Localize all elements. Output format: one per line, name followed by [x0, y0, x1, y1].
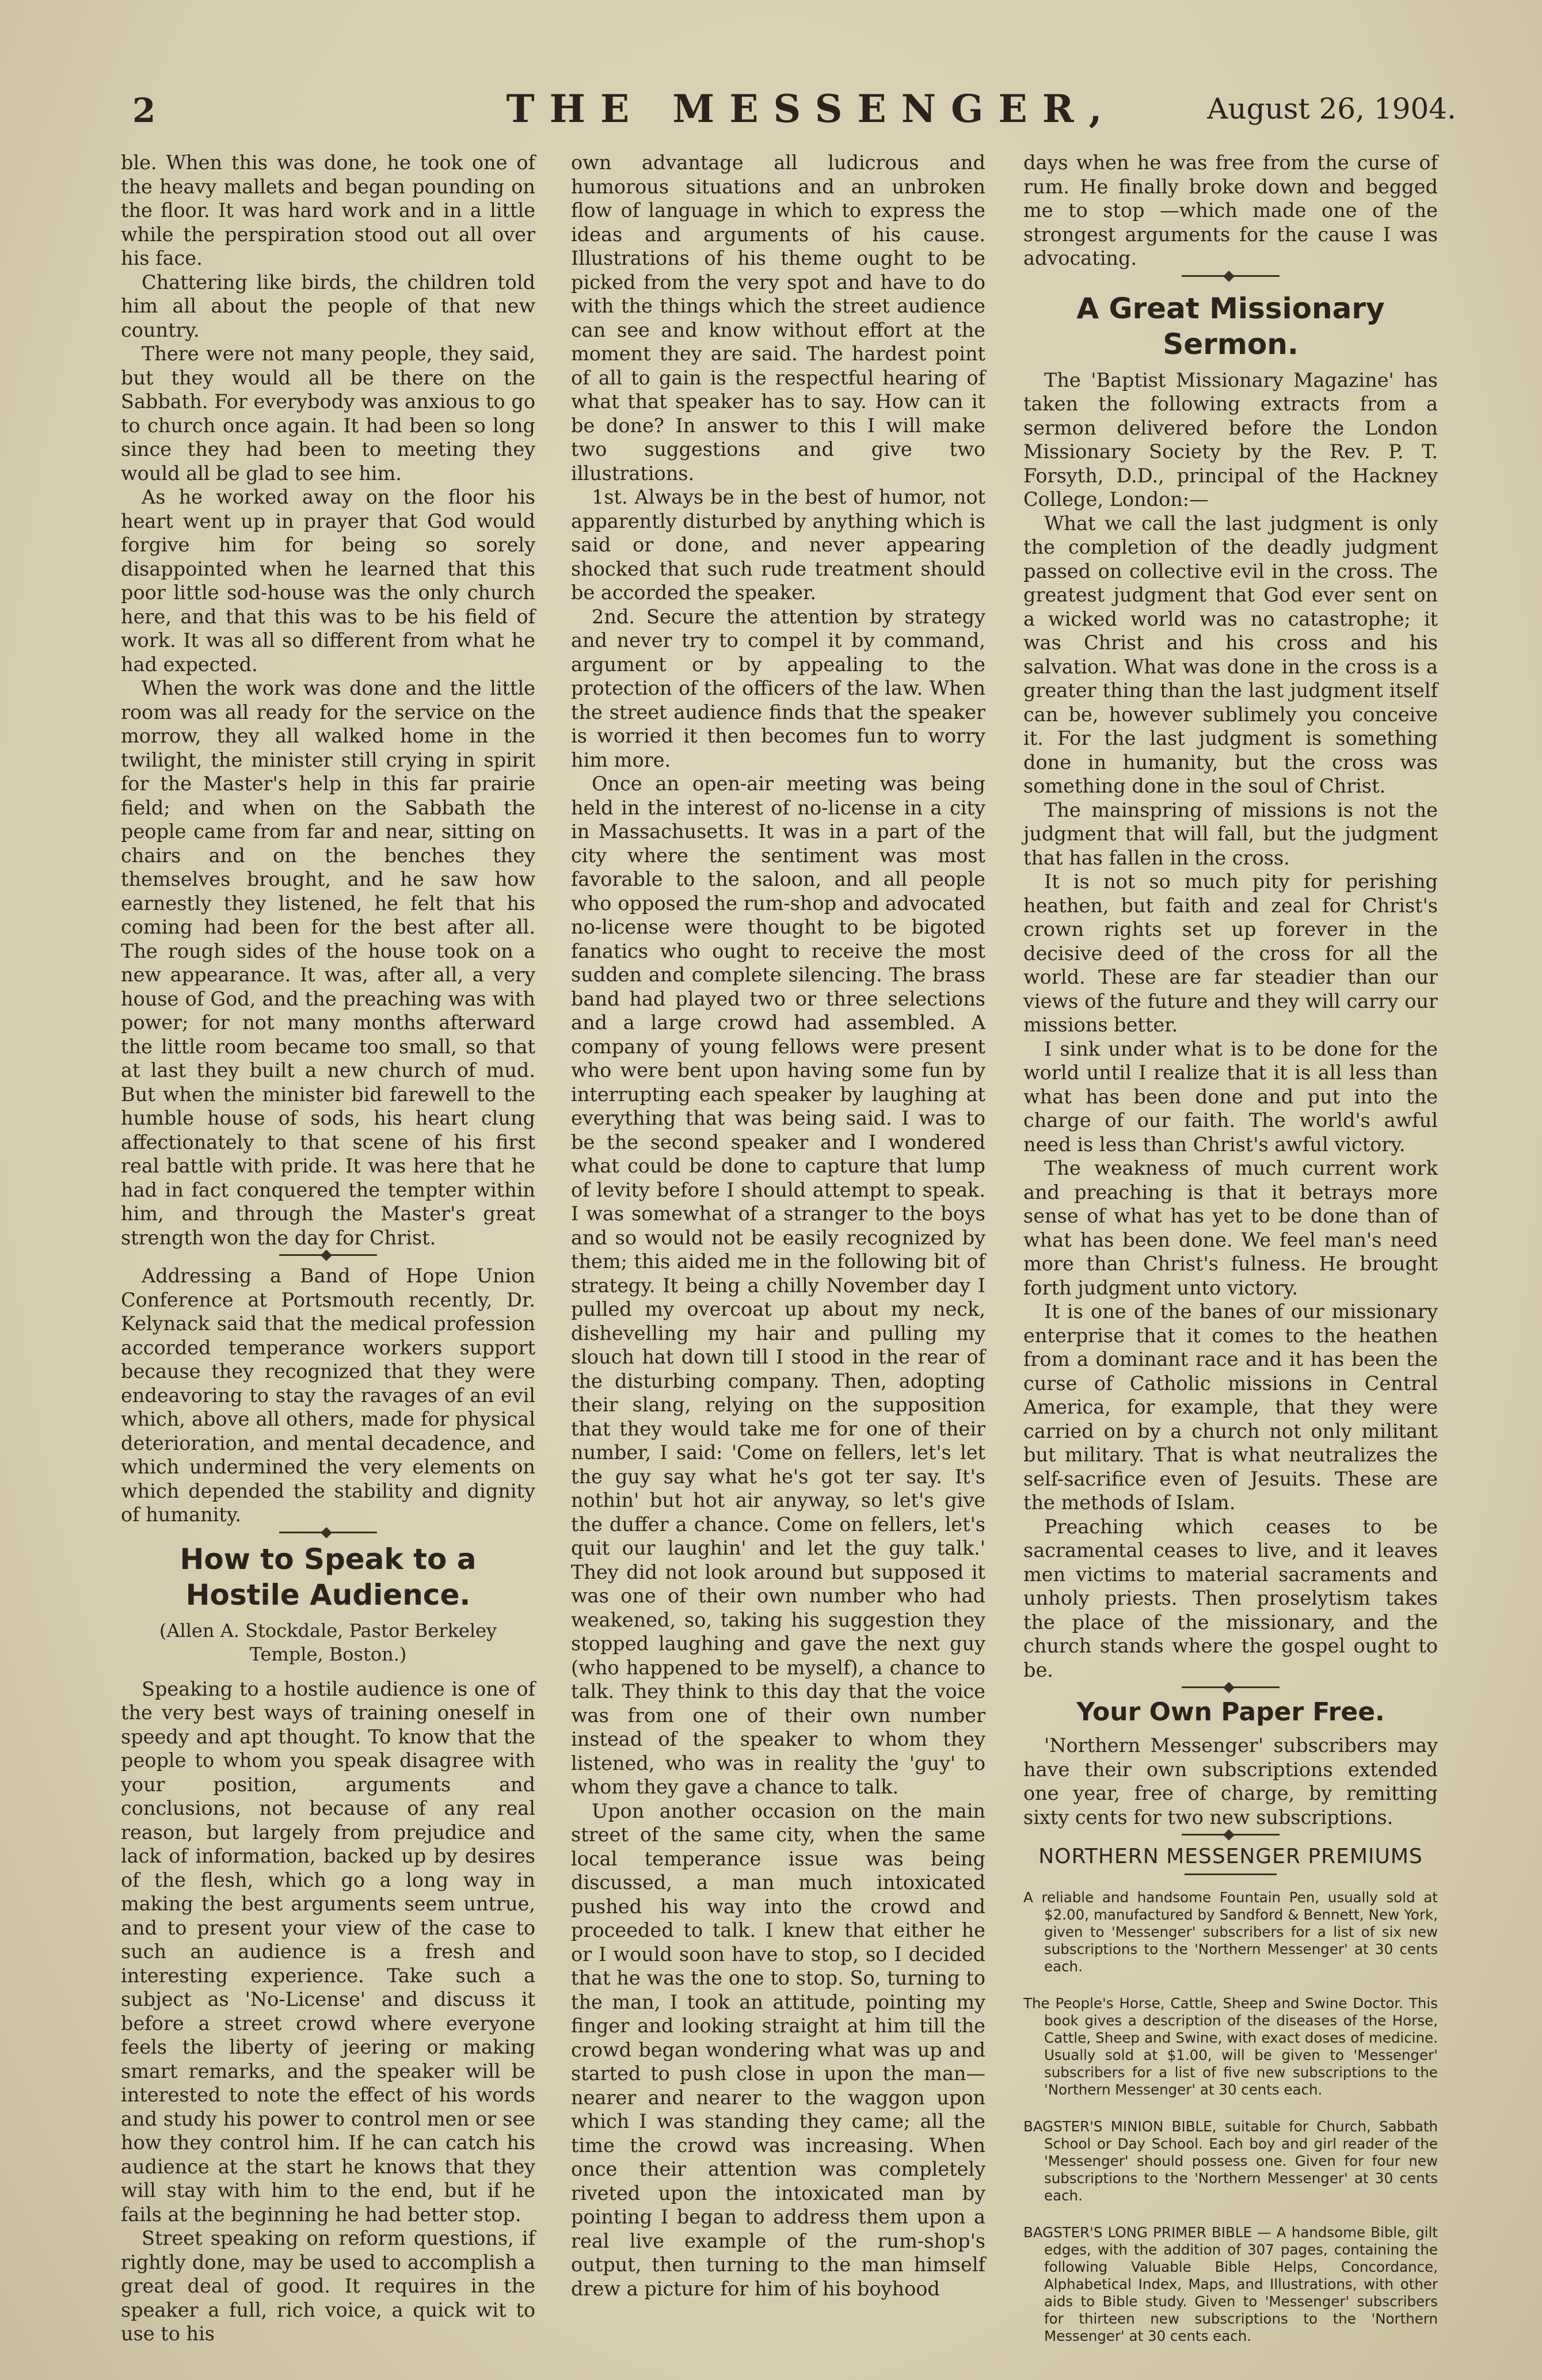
article-paragraph: As he worked away on the floor his heart went up in prayer that God would forgive him for being so sorely disappointed when he learned that this poor little sod-house was the only church here, and that this was to be his field of work. It was all so different from what he had expected.	[121, 486, 535, 676]
article-paragraph: The 'Baptist Missionary Magazine' has taken the following extracts from a sermon delivered before the London Missionary Society by the Rev. P. T. Forsyth, D.D., principal of the Hackney College, London:—	[1023, 368, 1438, 511]
premium-item: BAGSTER'S MINION BIBLE, suitable for Church, Sabbath School or Day School. Each boy and girl reader of the 'Messenger' should possess one. Given for four new subscriptions to the 'Northern Messenger' at 30 cents each.	[1023, 2118, 1438, 2204]
article-paragraph: Chattering like birds, the children told him all about the people of that new country.	[121, 271, 535, 341]
article-paragraph: 1st. Always be in the best of humor, not apparently disturbed by anything which is said or done, and never appearing shocked that such rude treatment should be accorded the speaker.	[571, 486, 985, 604]
article-paragraph: The weakness of much current work and preaching is that it betrays more sense of what has yet to be done than of what has been done. We feel man's need more than Christ's fulness. He brought forth judgment unto victory.	[1023, 1157, 1438, 1299]
article-paragraph: The mainspring of missions is not the judgment that will fall, but the judgment that has fallen in the cross.	[1023, 798, 1438, 869]
article-paragraph: Street speaking on reform questions, if rightly done, may be used to accomplish a great deal of good. It requires in the speaker a full, rich voice, a quick wit to use to his	[121, 2227, 535, 2345]
premium-item: The People's Horse, Cattle, Sheep and Swine Doctor. This book gives a description of the diseases of the Horse, Cattle, Sheep and Swine, with exact doses of medicine. Usually sold at $1.00, will be given to 'Messenger' subscribers for a list of five new subscriptions to the 'Northern Messenger' at 30 cents each.	[1023, 1994, 1438, 2098]
column-2	[571, 151, 985, 2301]
article-paragraph: What we call the last judgment is only the completion of the deadly judgment passed on collective evil in the cross. The greatest judgment that God ever sent on a wicked world was no catastrophe; it was Christ and his cross and his salvation. What was done in the cross is a greater thing than the last judgment itself can be, however sublimely you conceive it. For the last judgment is something done in humanity, but the cross was something done in the soul of Christ.	[1023, 512, 1438, 797]
article-paragraph: 2nd. Secure the attention by strategy and never try to compel it by command, argument or by appealing to the protection of the officers of the law. When the street audience finds that the speaker is worried it then becomes fun to worry him more.	[571, 605, 985, 771]
notice-paragraph: 'Northern Messenger' subscribers may have their own subscriptions extended one year, free of charge, by remitting sixty cents for two new subscriptions.	[1023, 1734, 1438, 1829]
page-number: 2	[132, 91, 156, 130]
article-paragraph: Upon another occasion on the main street of the same city, when the same local temperance issue was being discussed, a man much intoxicated pushed his way into the crowd and proceeded to talk. I knew that either he or I would soon have to stop, so I decided that he was the one to stop. So, turning to the man, I took an attitude, pointing my finger and looking straight at him till the crowd began wondering what was up and started to push close in upon the man—nearer and nearer to the waggon upon which I was standing they came; all the time the crowd was increasing. When once their attention was completely riveted upon the intoxicated man by pointing I began to address them upon a real live example of the rum-shop's output, then turning to the man himself drew a picture for him of his boyhood	[571, 1799, 985, 2300]
section-divider	[279, 1254, 377, 1256]
article-paragraph: own advantage all ludicrous and humorous situations and an unbroken flow of language in which to express the ideas and arguments of his cause. Illustrations of his theme ought to be picked from the very spot and have to do with the things which the street audience can see and know without effort at the moment they are said. The hardest point of all to gain is the respectful hearing of what that speaker has to say. How can it be done? In answer to this I will make two suggestions and give two illustrations.	[571, 151, 985, 485]
premiums-divider	[1185, 1873, 1277, 1875]
premium-item: A reliable and handsome Fountain Pen, usually sold at $2.00, manufactured by Sandford & Bennett, New York, given to 'Messenger' subscribers for a list of six new subscriptions to the 'Northern Messenger' at 30 cents each.	[1023, 1888, 1438, 1975]
column-1	[121, 151, 535, 2346]
section-divider	[1182, 275, 1280, 277]
section-divider	[279, 1532, 377, 1533]
article-paragraph: Once an open-air meeting was being held in the interest of no-license in a city in Massachusetts. It was in a part of the city where the sentiment was most favorable to the saloon, and all people who opposed the rum-shop and advocated no-license were thought to be bigoted fanatics who ought to receive the most sudden and complete silencing. The brass band had played two or three selections and a large crowd had assembled. A company of young fellows were present who were bent upon having some fun by interrupting each speaker by laughing at everything that was being said. I was to be the second speaker and I wondered what could be done to capture that lump of levity before I should attempt to speak. I was somewhat of a stranger to the boys and so would not be easily recognized by them; this aided me in the following bit of strategy. It being a chilly November day I pulled my overcoat up about my neck, dishevelling my hair and pulling my slouch hat down till I stood in the rear of the disturbing company. Then, adopting their slang, relying on the supposition that they would take me for one of their number, I said: 'Come on fellers, let's let the guy say what he's got ter say. It's nothin' but hot air anyway, so let's give the duffer a chance. Come on fellers, let's quit our laughin' and let the guy talk.' They did not look around but supposed it was one of their own number who had weakened, so, taking his suggestion they stopped laughing and gave the next guy (who happened to be myself), a chance to talk. They think to this day that the voice was from one of their own number instead of the speaker to whom they listened, who was in reality the 'guy' to whom they gave a chance to talk.	[571, 772, 985, 1798]
article-paragraph: When the work was done and the little room was all ready for the service on the morrow, they all walked home in the twilight, the minister still crying in spirit for the Master's help in this far prairie field; and when on the Sabbath the people came from far and near, sitting on chairs and on the benches they themselves brought, and he saw how earnestly they listened, he felt that his coming had been for the best after all. The rough sides of the house took on a new appearance. It was, after all, a very house of God, and the preaching was with power; for not many months afterward the little room became too small, so that at last they built a new church of mud. But when the minister bid farewell to the humble house of sods, his heart clung affectionately to that scene of his first real battle with pride. It was here that he had in fact conquered the tempter within him, and through the Master's great strength won the day for Christ.	[121, 677, 535, 1249]
article-title-hostile-audience: How to Speak to a Hostile Audience.	[180, 1542, 477, 1612]
column-3	[1023, 151, 1438, 2364]
page-header	[132, 86, 1456, 132]
article-paragraph: There were not many people, they said, but they would all be there on the Sabbath. For everybody was anxious to go to church once again. It had been so long since they had been to meeting they would all be glad to see him.	[121, 342, 535, 485]
article-paragraph: Preaching which ceases to be sacramental ceases to live, and it leaves men victims to material sacraments and unholy priests. Then proselytism takes the place of the missionary, and the church stands where the gospel ought to be.	[1023, 1515, 1438, 1681]
article-paragraph: ble. When this was done, he took one of the heavy mallets and began pounding on the floor. It was hard work and in a little while the perspiration stood out all over his face.	[121, 151, 535, 269]
article-paragraph: I sink under what is to be done for the world until I realize that it is all less than what has been done and put into the charge of our faith. The world's awful need is less than Christ's awful victory.	[1023, 1037, 1438, 1156]
masthead: THE MESSENGER,	[506, 86, 1117, 131]
premiums-heading: NORTHERN MESSENGER PREMIUMS	[1038, 1845, 1423, 1868]
band-of-hope-paragraph: Addressing a Band of Hope Union Conference at Portsmouth recently, Dr. Kelynack said that the medical profession accorded temperance workers support because they recognized that they were endeavoring to stay the ravages of an evil which, above all others, made for physical deterioration, and mental decadence, and which undermined the very elements on which depended the stability and dignity of humanity.	[121, 1265, 535, 1526]
article-paragraph: Speaking to a hostile audience is one of the very best ways of training oneself in speedy and apt thought. To know that the people to whom you speak disagree with your position, arguments and conclusions, not because of any real reason, but largely from prejudice and lack of information, backed up by desires of the flesh, which go a long way in making the best arguments seem untrue, and to present your view of the case to such an audience is a fresh and interesting experience. Take such a subject as 'No-License' and discuss it before a street crowd where everyone feels the liberty of jeering or making smart remarks, and the speaker will be interested to note the effect of his words and study his power to control men or see how they control him. If he can catch his audience at the start he knows that they will stay with him to the end, but if he fails at the beginning he had better stop.	[121, 1677, 535, 2226]
notice-title-own-paper-free: Your Own Paper Free.	[1076, 1697, 1385, 1727]
section-divider	[1182, 1834, 1280, 1836]
issue-date: August 26, 1904.	[1207, 92, 1456, 125]
article-paragraph: It is one of the banes of our missionary enterprise that it comes to the heathen from a dominant race and it has been the curse of Catholic missions in Central America, for example, that they were carried on by a church not only militant but military. That is what neutralizes the self-sacrifice even of Jesuits. These are the methods of Islam.	[1023, 1300, 1438, 1514]
section-divider	[1182, 1686, 1280, 1688]
article-byline: (Allen A. Stockdale, Pastor Berkeley Temple, Boston.)	[159, 1619, 497, 1665]
article-paragraph: days when he was free from the curse of rum. He finally broke down and begged me to stop —which made one of the strongest arguments for the cause I was advocating.	[1023, 151, 1438, 269]
article-title-missionary-sermon: A Great Missionary Sermon.	[1076, 291, 1385, 361]
premium-item: BAGSTER'S LONG PRIMER BIBLE — A handsome Bible, gilt edges, with the addition of 307 pages, containing the following Valuable Bible Helps, Concordance, Alphabetical Index, Maps, and Illustrations, with other aids to Bible study. Given to 'Messenger' subscribers for thirteen new subscriptions to the 'Northern Messenger' at 30 cents each.	[1023, 2223, 1438, 2344]
article-paragraph: It is not so much pity for perishing heathen, but faith and zeal for Christ's crown rights set up forever in the decisive deed of the cross for all the world. These are far steadier than our views of the future and they will carry our missions better.	[1023, 870, 1438, 1036]
